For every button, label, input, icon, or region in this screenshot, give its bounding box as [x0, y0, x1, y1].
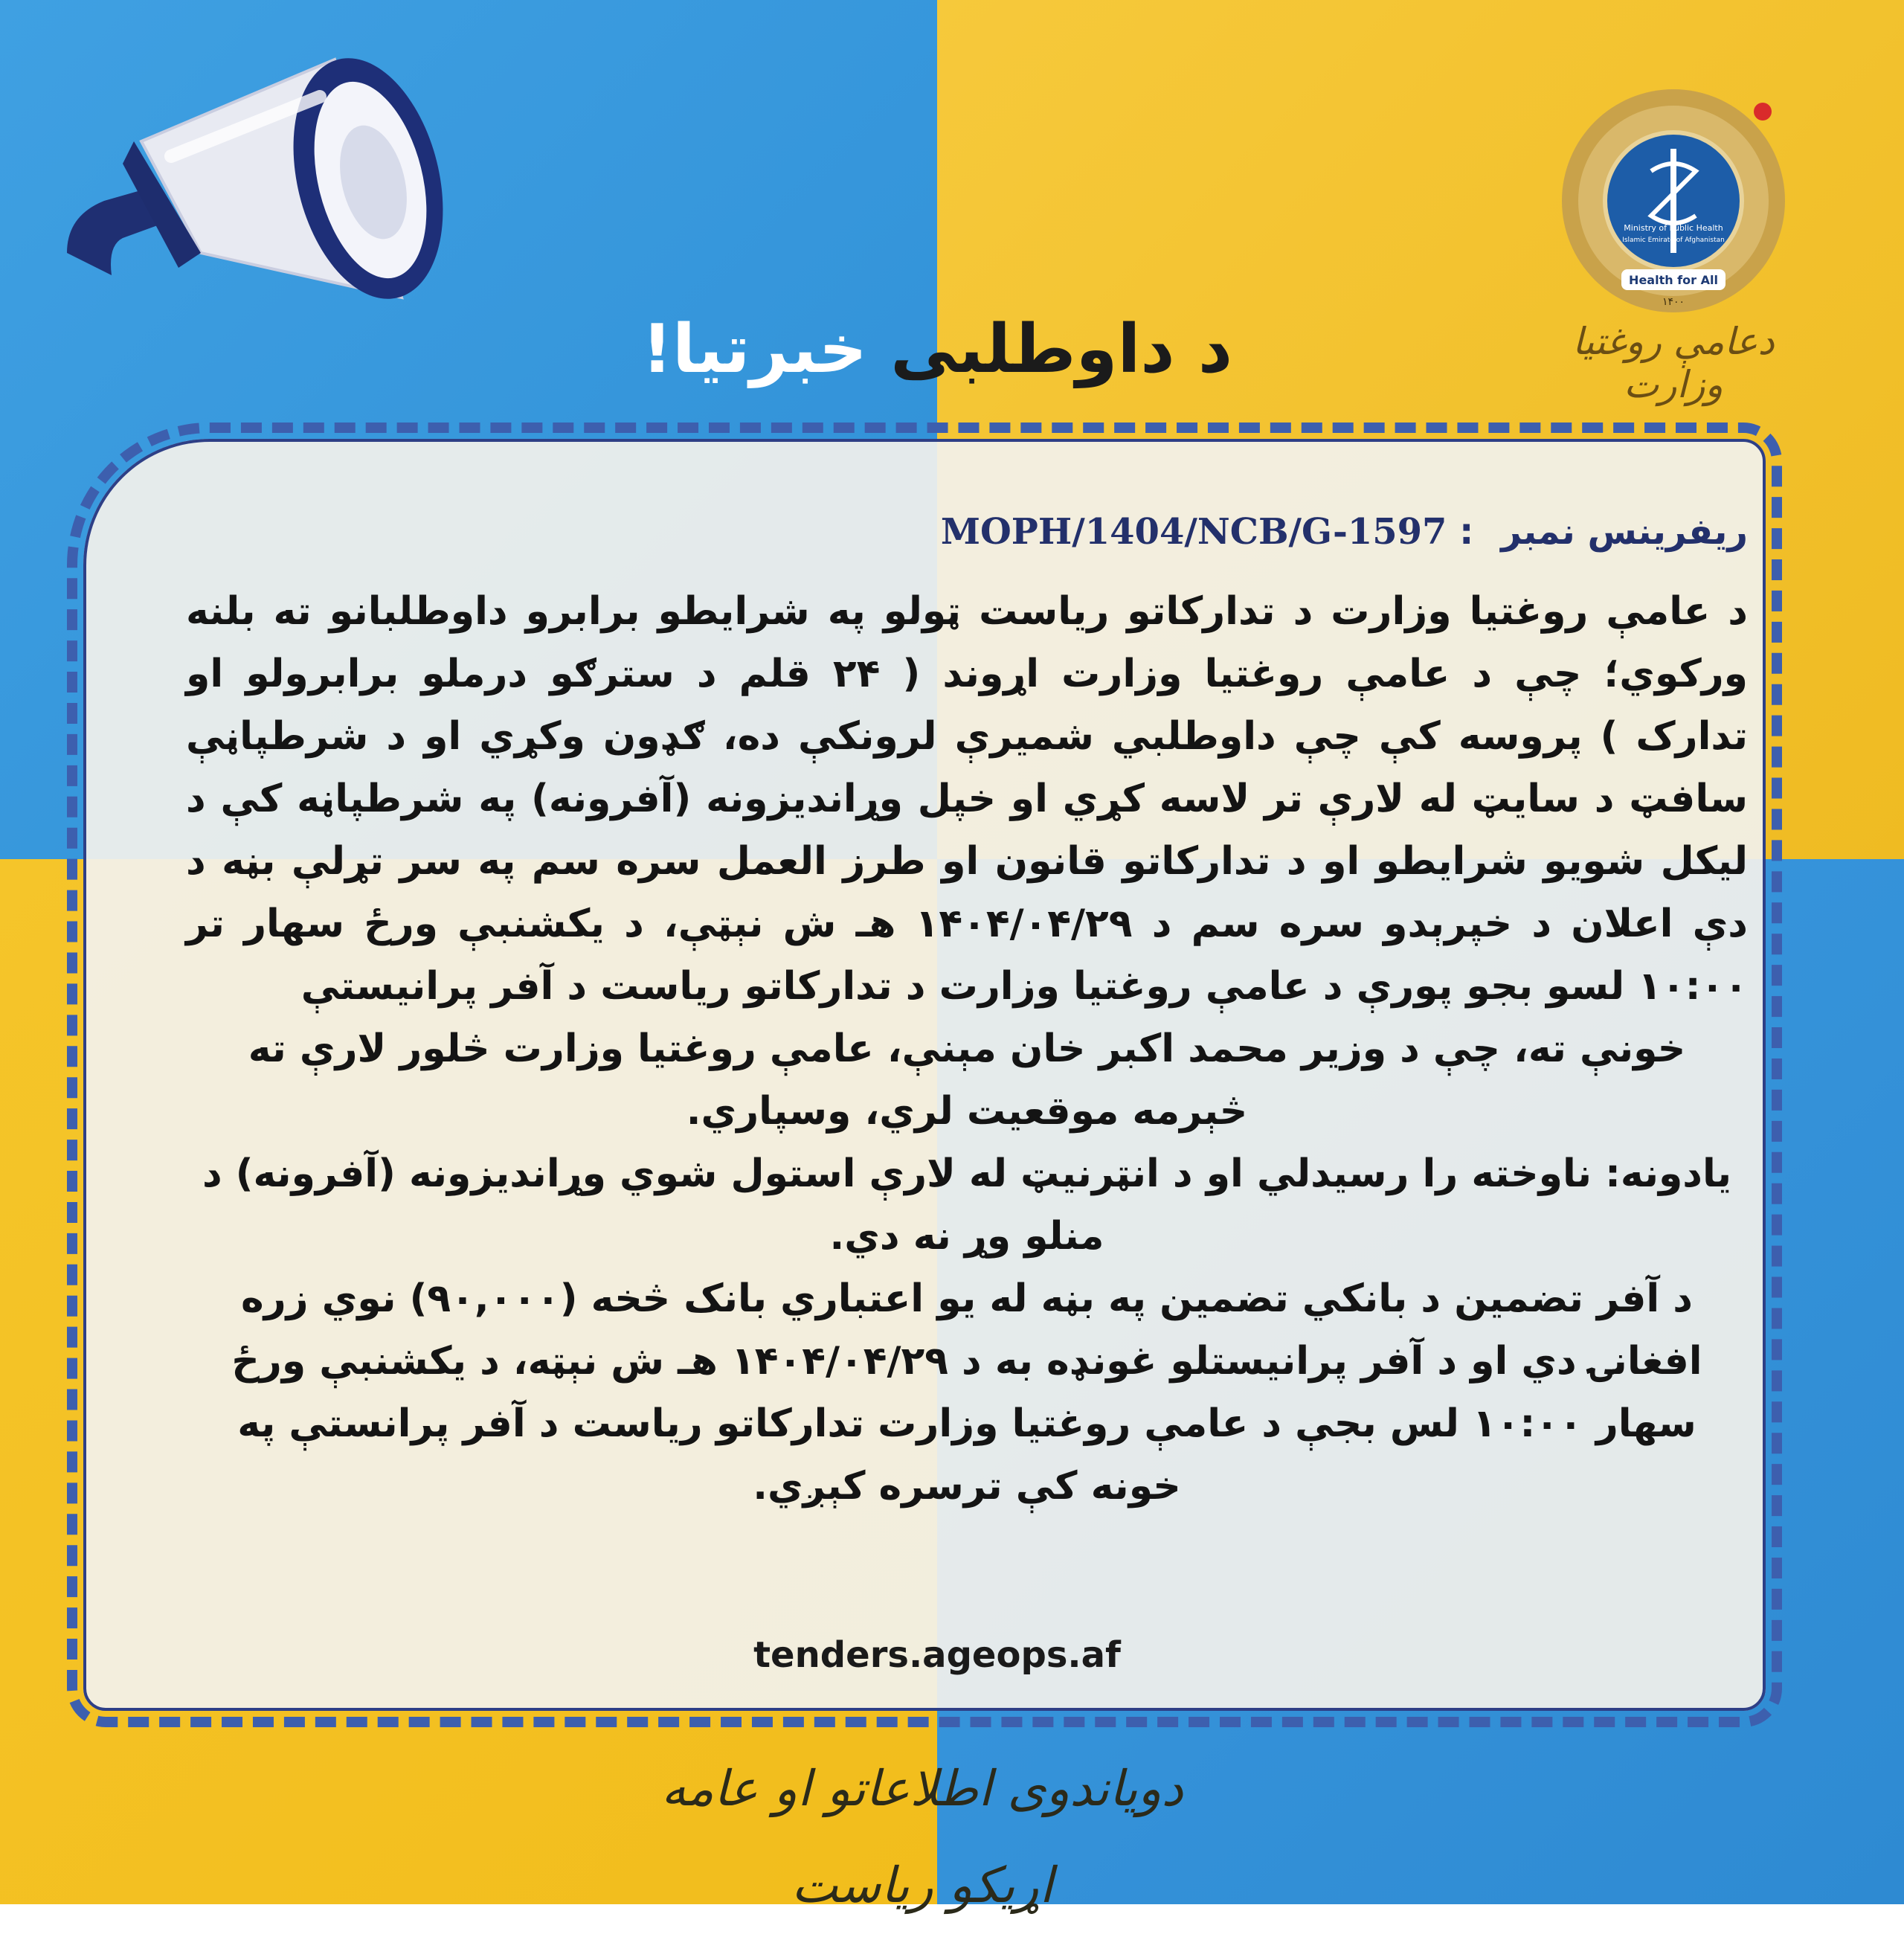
announcement-body	[186, 580, 1748, 1517]
reference-separator: :	[1459, 511, 1474, 553]
title-part-2: خبرتیا!	[641, 310, 867, 388]
title-part-1: د داوطلبی	[890, 310, 1233, 388]
paragraph-guarantee: د آفر تضمین د بانکي تضمین په بڼه له یو اعتباري بانک څخه (۹۰,۰۰۰) نوي زره افغانۍ دي او د آفر پرانیستلو غونډه به د ۱۴۰۴/۰۴/۲۹ هـ ش نېټه، د یکشنبې ورځ سهار ۱۰:۰۰ لس بجې د عامې روغتیا وزارت تدارکاتو ریاست د آفر پرانستې په خونه کې ترسره کېږي.	[231, 1276, 1702, 1509]
emblem-year: ۱۴۰۰	[1662, 296, 1685, 308]
emblem-ring-text: Ministry of Public Health	[1624, 223, 1723, 233]
emblem-ring-text-2: Islamic Emirate of Afghanistan	[1622, 237, 1725, 244]
megaphone-icon	[52, 30, 469, 372]
reference-number: MOPH/1404/NCB/G-1597	[940, 511, 1447, 553]
page-title	[565, 301, 1309, 398]
ministry-emblem-icon	[1540, 82, 1807, 320]
website-link[interactable]: tenders.ageops.af	[753, 1634, 1121, 1676]
reference-line	[818, 506, 1748, 558]
paragraph-note: یادونه: ناوخته را رسیدلي او د انټرنیټ له لارې استول شوي وړاندیزونه (آفرونه) د منلو وړ نه دي.	[202, 1151, 1732, 1259]
reference-label: ریفرینس نمبر	[1501, 511, 1748, 553]
ministry-caption: دعامې روغتیا وزارت	[1572, 320, 1775, 406]
paragraph-location: خونې ته، چې د وزیر محمد اکبر خان مېنې، عامې روغتیا وزارت څلور لارې ته څېرمه موقعیت لري، وسپاري.	[248, 1027, 1686, 1134]
footer-calligraphy: دویاندوی اطلاعاتو او عامه اړیکو ریاست	[661, 1760, 1183, 1914]
emblem-ribbon: Health for All	[1629, 273, 1718, 287]
paragraph-main: د عامې روغتیا وزارت د تدارکاتو ریاست ټولو په شرایطو برابرو داوطلبانو ته بلنه ورکوي؛ چې د عامې روغتیا وزارت اړوند ( ۲۴ قلم د سترګو درملو برابرولو او تدارک ) پروسه کې چې داوطلبي شمیرې لرونکې ده، ګډون وکړي او د شرطپاڼې سافټ د سایټ له لارې تر لاسه کړي او خپل وړاندیزونه (آفرونه) په شرطپاڼه کې د لیکل شویو شرایطو او د تدارکاتو قانون او طرز العمل سره سم په سر تړلې بڼه د دې اعلان د خپرېدو سره سم د ۱۴۰۴/۰۴/۲۹ هـ ش نېټې، د یکشنبې ورځ سهار تر ۱۰:۰۰ لسو بجو پورې د عامې روغتیا وزارت د تدارکاتو ریاست د آفر پرانیستې	[186, 589, 1748, 1009]
